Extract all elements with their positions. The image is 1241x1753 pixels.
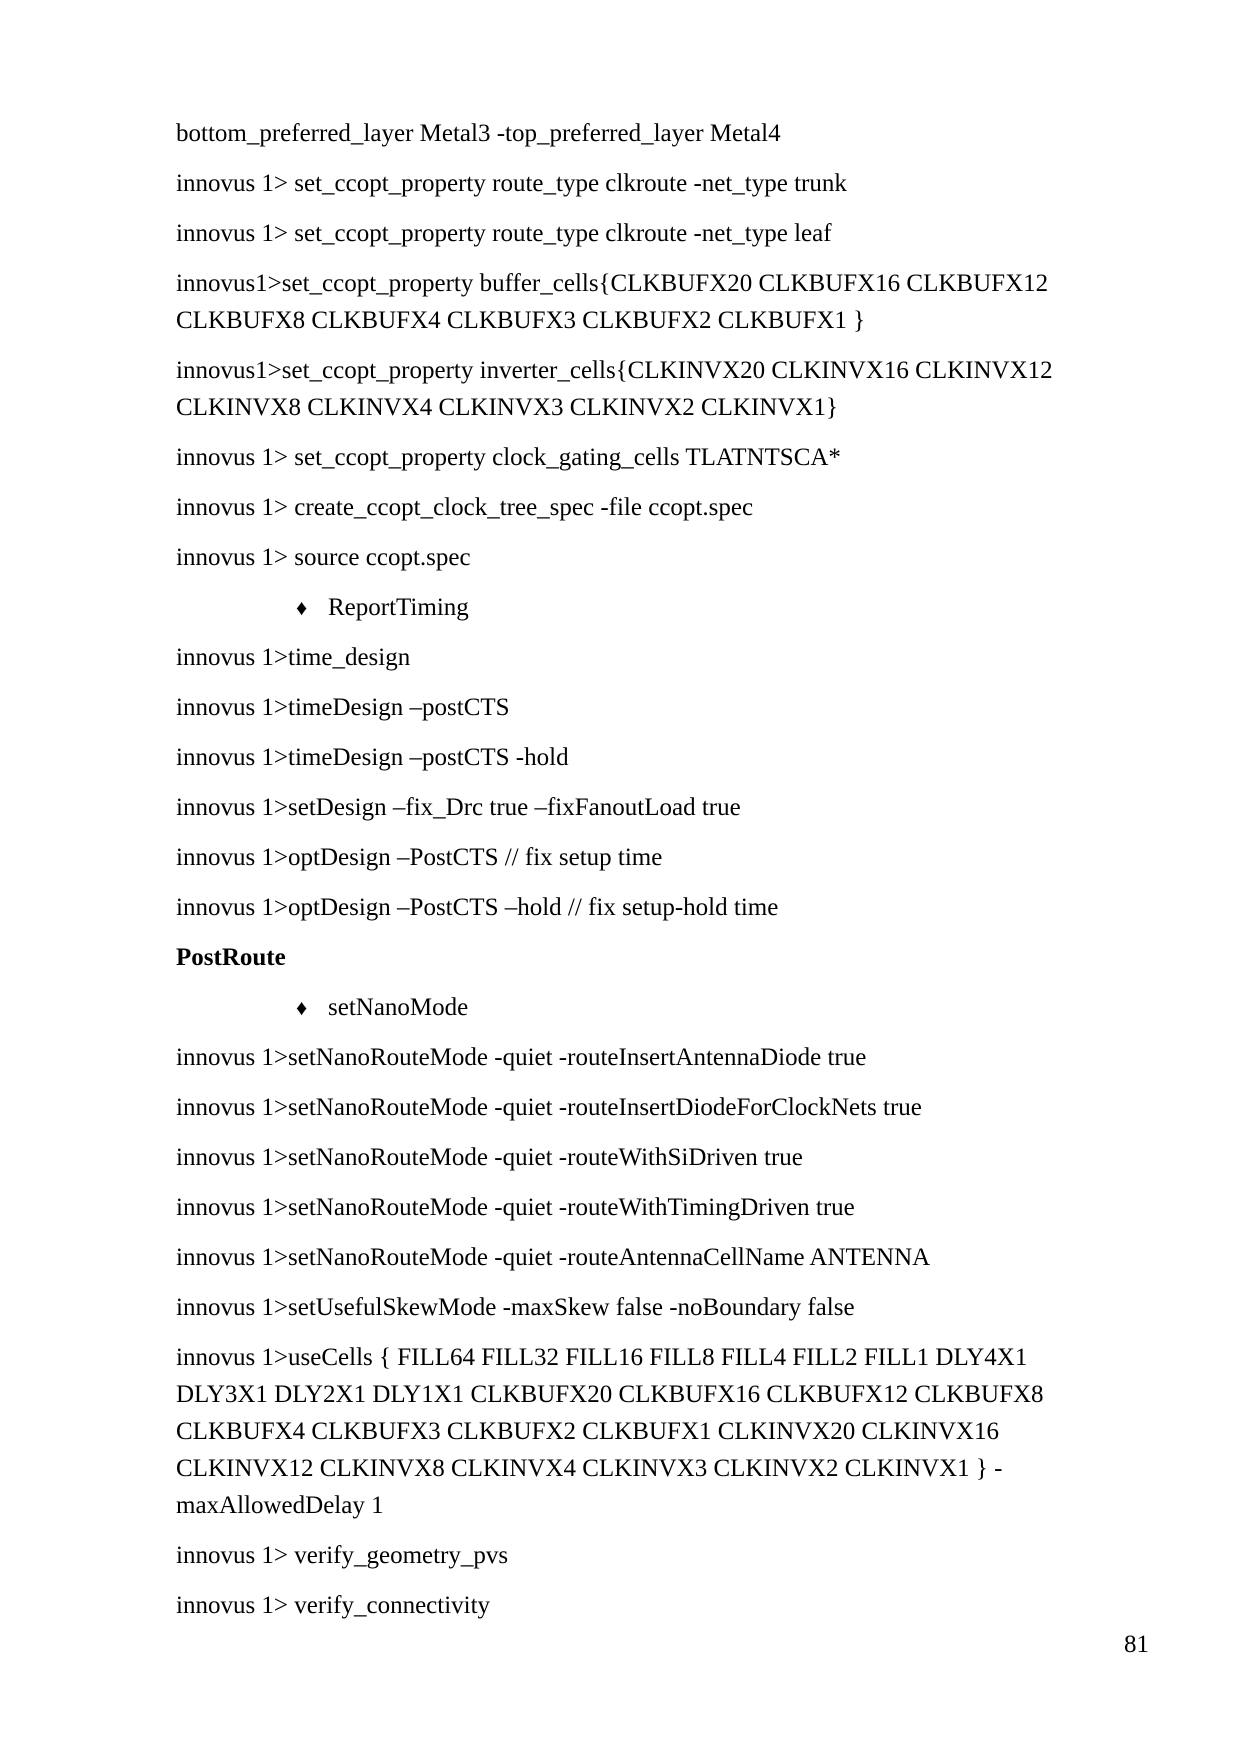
command-line: innovus 1> set_ccopt_property clock_gating_cells TLATNTSCA* [176,444,841,471]
bullet-report-timing [176,589,1136,626]
buffer-cells-command [176,265,1136,339]
command-line-part: innovus1>set_ccopt_property buffer_cells{CLKBUFX20 CLKBUFX16 CLKBUFX12 [176,270,1049,297]
command-line-part: DLY3X1 DLY2X1 DLY1X1 CLKBUFX20 CLKBUFX16 CLKBUFX12 CLKBUFX8 [176,1381,1044,1408]
command-line-part: innovus 1>useCells { FILL64 FILL32 FILL16 FILL8 FILL4 FILL2 FILL1 DLY4X1 [176,1344,1028,1371]
command-line-part: CLKINVX8 CLKINVX4 CLKINVX3 CLKINVX2 CLKINVX1} [176,394,838,421]
command-line-part: innovus1>set_ccopt_property inverter_cells{CLKINVX20 CLKINVX16 CLKINVX12 [176,357,1053,384]
command-line-part: CLKINVX12 CLKINVX8 CLKINVX4 CLKINVX3 CLKINVX2 CLKINVX1 } - [176,1455,1003,1482]
bullet-text: setNanoMode [328,994,469,1021]
command-line: innovus 1> create_ccopt_clock_tree_spec -file ccopt.spec [176,494,754,521]
bullet-text: ReportTiming [328,594,469,621]
command-line: innovus 1>setNanoRouteMode -quiet -routeAntennaCellName ANTENNA [176,1244,931,1271]
command-line: innovus 1> set_ccopt_property route_type clkroute -net_type leaf [176,220,832,247]
bullet-set-nano-mode [176,989,1136,1026]
command-line: innovus 1>optDesign –PostCTS –hold // fix setup-hold time [176,894,779,921]
command-line: innovus 1>timeDesign –postCTS -hold [176,744,569,771]
command-line: innovus 1>setNanoRouteMode -quiet -routeInsertDiodeForClockNets true [176,1094,922,1121]
command-line-part: CLKBUFX4 CLKBUFX3 CLKBUFX2 CLKBUFX1 CLKINVX20 CLKINVX16 [176,1418,999,1445]
section-heading-postroute: PostRoute [176,944,286,971]
page-body [176,115,1136,1637]
command-line: innovus 1>setDesign –fix_Drc true –fixFanoutLoad true [176,794,741,821]
inverter-cells-command [176,352,1136,426]
diamond-bullet-icon: ♦ [296,595,308,620]
command-line: innovus 1>timeDesign –postCTS [176,694,510,721]
command-line: innovus 1>setNanoRouteMode -quiet -routeInsertAntennaDiode true [176,1044,867,1071]
command-line-part: CLKBUFX8 CLKBUFX4 CLKBUFX3 CLKBUFX2 CLKBUFX1 } [176,307,866,334]
command-line: bottom_preferred_layer Metal3 -top_preferred_layer Metal4 [176,120,781,147]
command-line: innovus 1>setUsefulSkewMode -maxSkew false -noBoundary false [176,1294,855,1321]
command-line-part: maxAllowedDelay 1 [176,1492,384,1519]
command-line: innovus 1>time_design [176,644,411,671]
page-number: 81 [1124,1631,1149,1658]
command-line: innovus 1>setNanoRouteMode -quiet -routeWithTimingDriven true [176,1194,855,1221]
command-line: innovus 1> set_ccopt_property route_type clkroute -net_type trunk [176,170,847,197]
command-line: innovus 1> source ccopt.spec [176,544,471,571]
command-line: innovus 1> verify_geometry_pvs [176,1542,509,1569]
diamond-bullet-icon: ♦ [296,995,308,1020]
command-line: innovus 1> verify_connectivity [176,1592,491,1619]
use-cells-command [176,1339,1136,1524]
command-line: innovus 1>setNanoRouteMode -quiet -routeWithSiDriven true [176,1144,803,1171]
command-line: innovus 1>optDesign –PostCTS // fix setup time [176,844,663,871]
